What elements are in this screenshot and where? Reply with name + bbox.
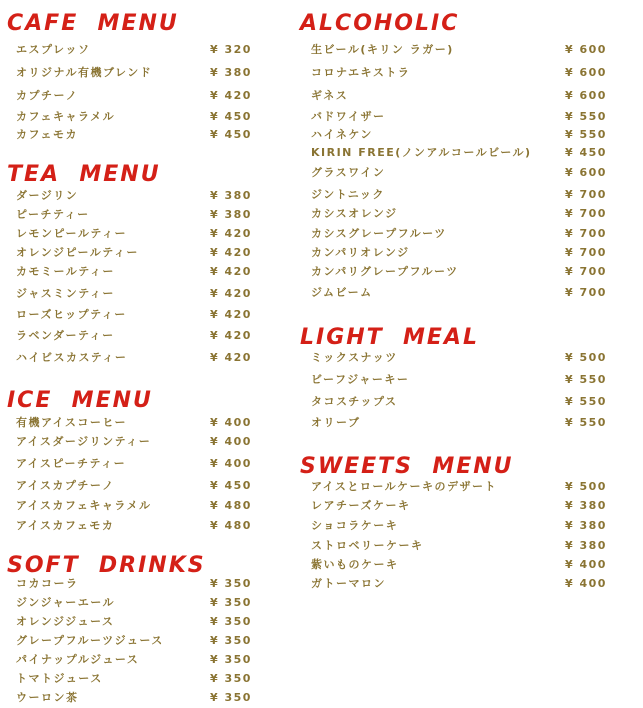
item-name: オレンジジュース (16, 615, 115, 628)
menu-item (0, 64, 260, 82)
item-name: オリジナル有機ブレンド (16, 66, 153, 79)
item-price: ¥ 600 (565, 89, 607, 102)
item-price: ¥ 700 (565, 207, 607, 220)
item-name: カンパリオレンジ (311, 246, 410, 259)
menu-item (0, 632, 260, 650)
item-price: ¥ 400 (565, 558, 607, 571)
item-price: ¥ 700 (565, 188, 607, 201)
item-price: ¥ 500 (565, 480, 607, 493)
item-price: ¥ 420 (210, 265, 252, 278)
item-name: バドワイザー (311, 110, 386, 123)
menu-item (0, 670, 260, 688)
item-price: ¥ 350 (210, 691, 252, 704)
menu-item (0, 263, 260, 281)
item-price: ¥ 550 (565, 128, 607, 141)
item-name: カプチーノ (16, 89, 79, 102)
item-price: ¥ 350 (210, 653, 252, 666)
item-price: ¥ 420 (210, 351, 252, 364)
item-price: ¥ 450 (565, 146, 607, 159)
item-name: コカコーラ (16, 577, 79, 590)
menu-item (0, 497, 260, 515)
item-name: カンパリグレープフルーツ (311, 265, 459, 278)
menu-item (0, 477, 260, 495)
item-price: ¥ 350 (210, 634, 252, 647)
item-price: ¥ 350 (210, 615, 252, 628)
item-name: パイナップルジュース (16, 653, 140, 666)
menu-item (298, 144, 618, 162)
menu-item (298, 263, 618, 281)
item-price: ¥ 600 (565, 43, 607, 56)
menu-item (0, 187, 260, 205)
item-price: ¥ 380 (210, 208, 252, 221)
item-name: ビーフジャーキー (311, 373, 410, 386)
item-price: ¥ 380 (565, 539, 607, 552)
menu-item (0, 244, 260, 262)
item-price: ¥ 700 (565, 227, 607, 240)
menu-item (0, 433, 260, 451)
menu-item (298, 284, 618, 302)
menu-item (298, 164, 618, 182)
item-price: ¥ 380 (565, 499, 607, 512)
item-name: アイスダージリンティー (16, 435, 152, 448)
item-price: ¥ 480 (210, 499, 252, 512)
menu-item (298, 575, 618, 593)
menu-item (298, 64, 618, 82)
item-name: ジンジャーエール (16, 596, 116, 609)
item-price: ¥ 420 (210, 227, 252, 240)
menu-item (0, 126, 260, 144)
menu-item (298, 87, 618, 105)
section-heading: LIGHT MEAL (300, 325, 479, 350)
item-name: オリーブ (311, 416, 361, 429)
menu-item (0, 689, 260, 707)
item-price: ¥ 550 (565, 395, 607, 408)
item-name: トマトジュース (16, 672, 103, 685)
menu-item (298, 126, 618, 144)
menu-item (0, 455, 260, 473)
menu-item (0, 349, 260, 367)
item-price: ¥ 400 (210, 457, 252, 470)
item-price: ¥ 450 (210, 110, 252, 123)
menu-item (298, 556, 618, 574)
item-name: レモンピールティー (16, 227, 127, 240)
section-heading: ALCOHOLIC (300, 11, 460, 36)
menu-item (0, 414, 260, 432)
menu-item (298, 244, 618, 262)
section-heading: SWEETS MENU (300, 454, 514, 479)
item-name: ショコラケーキ (311, 519, 399, 532)
item-name: カフェモカ (16, 128, 78, 141)
item-price: ¥ 350 (210, 672, 252, 685)
menu-item (0, 594, 260, 612)
item-price: ¥ 380 (210, 66, 252, 79)
item-name: カフェキャラメル (16, 110, 116, 123)
item-price: ¥ 500 (565, 351, 607, 364)
item-name: ジャスミンティー (16, 287, 115, 300)
item-name: カシスグレープフルーツ (311, 227, 447, 240)
section-heading: SOFT DRINKS (7, 553, 206, 578)
section-heading: ICE MENU (7, 388, 153, 413)
section-heading: TEA MENU (7, 162, 161, 187)
item-price: ¥ 450 (210, 479, 252, 492)
item-name: ストロベリーケーキ (311, 539, 424, 552)
menu-item (0, 285, 260, 303)
item-price: ¥ 400 (210, 416, 252, 429)
item-price: ¥ 320 (210, 43, 252, 56)
item-name: タコスチップス (311, 395, 398, 408)
item-name: アイスピーチティー (16, 457, 127, 470)
menu-item (298, 186, 618, 204)
item-name: グラスワイン (311, 166, 386, 179)
item-name: 有機アイスコーヒー (16, 416, 127, 429)
menu-item (0, 306, 260, 324)
item-name: カモミールティー (16, 265, 115, 278)
item-name: KIRIN FREE(ノンアルコールビール) (311, 146, 532, 159)
item-price: ¥ 700 (565, 286, 607, 299)
menu-item (0, 108, 260, 126)
item-name: 紫いものケーキ (311, 558, 399, 571)
menu-item (298, 478, 618, 496)
item-price: ¥ 400 (565, 577, 607, 590)
menu-item (298, 517, 618, 535)
item-name: ハイネケン (311, 128, 373, 141)
menu-item (298, 414, 618, 432)
item-price: ¥ 350 (210, 596, 252, 609)
menu-item (298, 371, 618, 389)
section-heading: CAFE MENU (7, 11, 179, 36)
menu-item (0, 87, 260, 105)
item-price: ¥ 600 (565, 166, 607, 179)
item-name: ダージリン (16, 189, 79, 202)
item-price: ¥ 380 (565, 519, 607, 532)
menu-item (0, 651, 260, 669)
item-price: ¥ 380 (210, 189, 252, 202)
menu-item (298, 108, 618, 126)
item-name: コロナエキストラ (311, 66, 411, 79)
item-name: ウーロン茶 (16, 691, 79, 704)
menu-item (0, 575, 260, 593)
item-name: ジントニック (311, 188, 385, 201)
item-name: ローズヒップティー (16, 308, 127, 321)
item-name: レアチーズケーキ (311, 499, 411, 512)
item-name: アイスカフェモカ (16, 519, 115, 532)
item-price: ¥ 420 (210, 329, 252, 342)
menu-item (0, 206, 260, 224)
item-price: ¥ 700 (565, 265, 607, 278)
item-name: ラベンダーティー (16, 329, 115, 342)
item-price: ¥ 420 (210, 308, 252, 321)
item-price: ¥ 420 (210, 89, 252, 102)
item-price: ¥ 550 (565, 416, 607, 429)
item-price: ¥ 550 (565, 110, 607, 123)
item-name: アイスとロールケーキのデザート (311, 480, 497, 493)
item-price: ¥ 480 (210, 519, 252, 532)
item-name: アイスカプチーノ (16, 479, 115, 492)
menu-item (0, 327, 260, 345)
menu-item (298, 41, 618, 59)
menu-item (298, 537, 618, 555)
item-name: ハイビスカスティー (16, 351, 128, 364)
menu-item (298, 225, 618, 243)
item-name: ミックスナッツ (311, 351, 398, 364)
item-name: アイスカフェキャラメル (16, 499, 152, 512)
item-name: ギネス (311, 89, 349, 102)
item-name: グレープフルーツジュース (16, 634, 164, 647)
item-price: ¥ 420 (210, 287, 252, 300)
item-name: オレンジピールティー (16, 246, 139, 259)
menu-item (0, 41, 260, 59)
item-price: ¥ 550 (565, 373, 607, 386)
item-name: ガトーマロン (311, 577, 386, 590)
menu-item (298, 349, 618, 367)
item-name: ジムビーム (311, 286, 373, 299)
item-name: エスプレッソ (16, 43, 91, 56)
menu-item (298, 393, 618, 411)
item-price: ¥ 400 (210, 435, 252, 448)
menu-item (298, 205, 618, 223)
item-name: カシスオレンジ (311, 207, 398, 220)
menu-item (0, 613, 260, 631)
item-price: ¥ 700 (565, 246, 607, 259)
item-name: ピーチティー (16, 208, 90, 221)
menu-item (298, 497, 618, 515)
item-price: ¥ 350 (210, 577, 252, 590)
item-price: ¥ 600 (565, 66, 607, 79)
item-price: ¥ 450 (210, 128, 252, 141)
item-price: ¥ 420 (210, 246, 252, 259)
menu-item (0, 517, 260, 535)
menu-item (0, 225, 260, 243)
item-name: 生ビール(キリン ラガー) (311, 43, 454, 56)
